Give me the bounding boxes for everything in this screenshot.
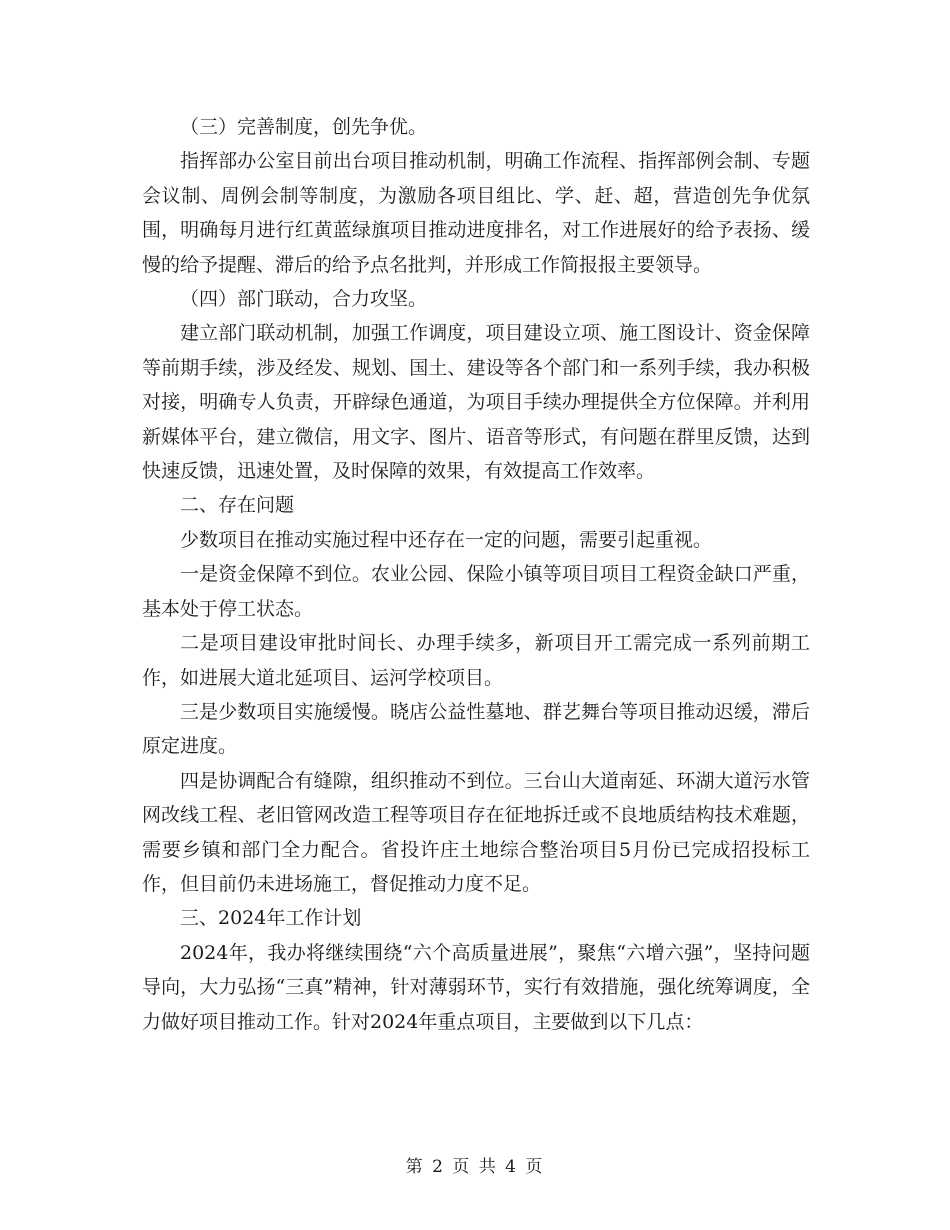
paragraph-linkage: 建立部门联动机制，加强工作调度，项目建设立项、施工图设计、资金保障等前期手续，涉及经发、规划、国土、建设等各个部门和一系列手续，我办积极对接，明确专人负责，开辟绿色通道，为项目手续办理提供全方位保障。并利用新媒体平台，建立微信，用文字、图片、语音等形式，有问题在群里反馈，达到快速反馈，迅速处置，及时保障的效果，有效提高工作效率。: [142, 322, 810, 483]
section-heading-plan: 三、2024年工作计划: [180, 907, 362, 930]
section-heading-4: （四）部门联动，合力攻坚。: [180, 288, 428, 311]
document-body: [142, 110, 810, 1039]
paragraph-problem-1: 一是资金保障不到位。农业公园、保险小镇等项目项目工程资金缺口严重，基本处于停工状态。: [142, 563, 810, 620]
paragraph-problem-2: 二是项目建设审批时间长、办理手续多，新项目开工需完成一系列前期工作，如进展大道北延项目、运河学校项目。: [142, 632, 810, 689]
paragraph-problem-3: 三是少数项目实施缓慢。晓店公益性墓地、群艺舞台等项目推动迟缓，滞后原定进度。: [142, 700, 810, 758]
paragraph-mechanism: 指挥部办公室目前出台项目推动机制，明确工作流程、指挥部例会制、专题会议制、周例会制等制度，为激励各项目组比、学、赶、超，营造创先争优氛围，明确每月进行红黄蓝绿旗项目推动进度排名，对工作进展好的给予表扬、缓慢的给予提醒、滞后的给予点名批判，并形成工作简报报主要领导。: [142, 150, 810, 276]
paragraph-problems-intro: 少数项目在推动实施过程中还存在一定的问题，需要引起重视。: [180, 528, 713, 551]
page-footer: 第 2 页 共 4 页: [405, 1157, 545, 1177]
section-heading-3: （三）完善制度，创先争优。: [180, 116, 428, 138]
paragraph-problem-4: 四是协调配合有缝隙，组织推动不到位。三台山大道南延、环湖大道污水管网改线工程、老旧管网改造工程等项目存在征地拆迁或不良地质结构技术难题，需要乡镇和部门全力配合。省投许庄土地综合整治项目5月份已完成招投标工作，但目前仍未进场施工，督促推动力度不足。: [142, 769, 810, 895]
section-heading-problems: 二、存在问题: [180, 494, 295, 517]
paragraph-plan: 2024年，我办将继续围绕“六个高质量进展”，聚焦“六增六强”，坚持问题导向，大力弘扬“三真”精神，针对薄弱环节，实行有效措施，强化统筹调度，全力做好项目推动工作。针对2024年重点项目，主要做到以下几点：: [142, 941, 810, 1033]
